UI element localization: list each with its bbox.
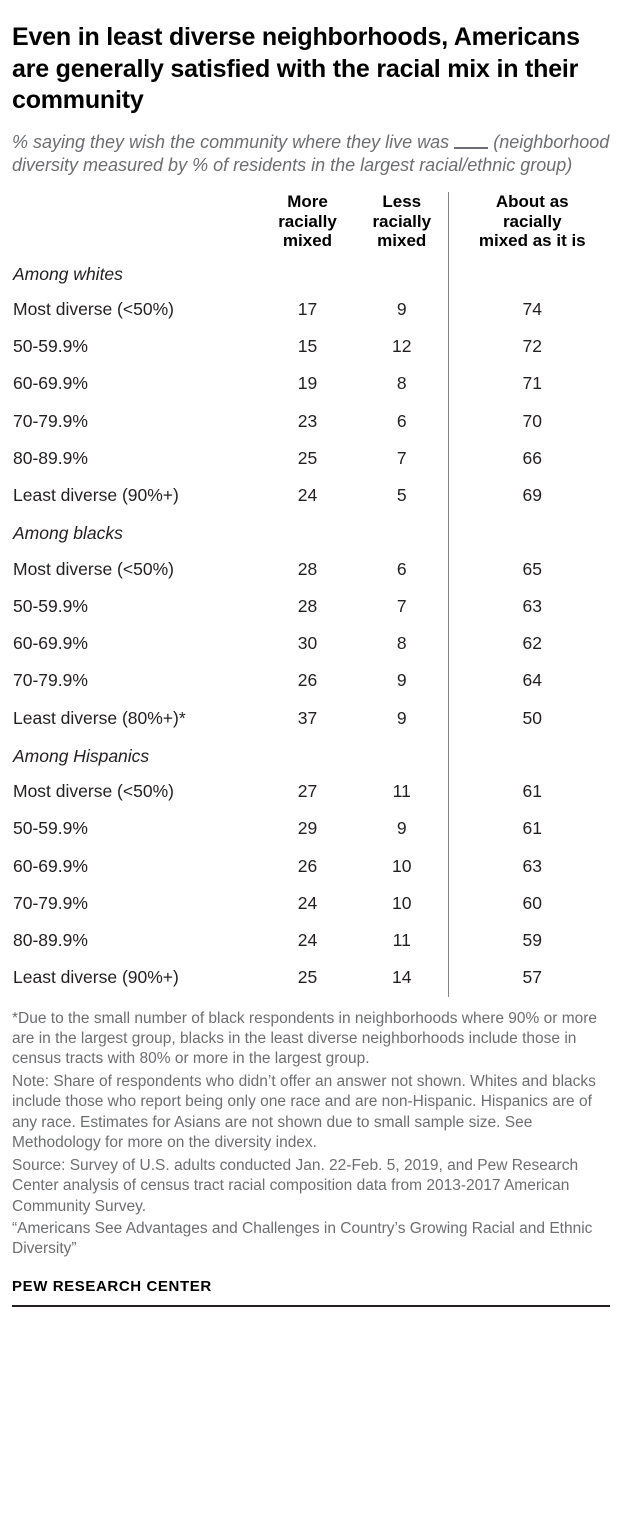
note-general: Note: Share of respondents who didn’t offer an answer not shown. Whites and blacks include those who report being only one race and are non-Hispanic. Hispanics are of any race. Estimates for Asians are not shown due to small sample size. See Methodology for more on the diversity index.: [12, 1072, 596, 1152]
table-row: [12, 662, 610, 699]
cell-less-mixed: 10: [392, 892, 412, 913]
table-row: [12, 625, 610, 662]
cell-about-as-mixed: 66: [448, 440, 610, 477]
cell-more-mixed: 24: [297, 485, 318, 505]
cell-less-mixed: 12: [392, 336, 412, 356]
note-asterisk: *Due to the small number of black respondents in neighborhoods where 90% or more are in the largest group, blacks in the least diverse neighborhoods include those in census tracts with 80% or more in the largest group.: [12, 1009, 598, 1068]
cell-more-mixed: 23: [297, 410, 318, 431]
cell-about-as-mixed: 63: [448, 848, 610, 885]
group-spacer: [356, 737, 448, 773]
group-spacer: [448, 255, 610, 291]
cell-more-mixed: 29: [297, 818, 318, 839]
group-label: Among Hispanics: [13, 745, 150, 766]
cell-about-as-mixed: 63: [448, 588, 610, 625]
row-label: 50-59.9%: [13, 595, 88, 616]
row-label: 60-69.9%: [13, 633, 88, 653]
row-label: 80-89.9%: [13, 447, 88, 468]
cell-less-mixed: 9: [396, 818, 407, 839]
cell-more-mixed: 24: [297, 930, 318, 950]
cell-more-mixed: 24: [297, 892, 318, 913]
row-label: 70-79.9%: [13, 410, 88, 431]
table-row: [12, 291, 610, 328]
table-header: [12, 192, 610, 254]
cell-less-mixed: 7: [396, 447, 407, 468]
table-group-row: [12, 255, 610, 291]
cell-more-mixed: 28: [297, 558, 318, 579]
row-label: 70-79.9%: [13, 892, 88, 913]
cell-about-as-mixed: 74: [448, 291, 610, 328]
cell-less-mixed: 9: [396, 298, 407, 319]
table-row: [12, 588, 610, 625]
group-spacer: [259, 737, 356, 773]
cell-less-mixed: 10: [392, 855, 412, 876]
header-line: Less: [382, 192, 422, 212]
table-group-row: [12, 514, 610, 550]
cell-less-mixed: 8: [396, 633, 407, 653]
table-row: [12, 440, 610, 477]
note-report-title: “Americans See Advantages and Challenges in Country’s Growing Racial and Ethnic Diversity”: [12, 1220, 593, 1258]
note-source: Source: Survey of U.S. adults conducted Jan. 22-Feb. 5, 2019, and Pew Research Center analysis of census tract racial composition data from 2013-2017 American Community Survey.: [12, 1156, 579, 1215]
cell-less-mixed: 5: [396, 485, 407, 505]
cell-about-as-mixed: 59: [448, 922, 610, 959]
cell-about-as-mixed: 72: [448, 328, 610, 365]
column-header-more-mixed: [259, 192, 356, 254]
cell-more-mixed: 26: [297, 855, 318, 876]
footer-divider: [12, 1305, 610, 1307]
table-row: [12, 810, 610, 847]
cell-more-mixed: 26: [297, 670, 318, 691]
page-title: Even in least diverse neighborhoods, Americans are generally satisfied with the racial mix in their community: [12, 23, 580, 114]
header-line: racially: [502, 211, 562, 231]
table-row: [12, 922, 610, 959]
row-label: 60-69.9%: [13, 855, 88, 876]
header-line: mixed as it is: [478, 231, 586, 251]
row-label: 50-59.9%: [13, 336, 88, 356]
data-table: [12, 192, 610, 996]
group-spacer: [259, 255, 356, 291]
cell-about-as-mixed: 62: [448, 625, 610, 662]
cell-more-mixed: 30: [297, 633, 318, 653]
cell-more-mixed: 25: [297, 967, 318, 988]
cell-more-mixed: 17: [297, 298, 318, 319]
subtitle-blank: [454, 133, 488, 149]
cell-about-as-mixed: 60: [448, 885, 610, 922]
row-label: Most diverse (<50%): [13, 558, 174, 579]
table-row: [12, 700, 610, 737]
cell-more-mixed: 19: [297, 373, 318, 394]
cell-less-mixed: 11: [392, 930, 411, 950]
table-group-row: [12, 737, 610, 773]
row-label: 70-79.9%: [13, 670, 88, 691]
cell-less-mixed: 7: [396, 595, 407, 616]
header-line: racially: [278, 211, 337, 231]
cell-more-mixed: 28: [297, 595, 318, 616]
group-label: Among blacks: [13, 523, 123, 544]
row-label: 50-59.9%: [13, 818, 88, 839]
table-body: [12, 255, 610, 997]
notes-block: [12, 1009, 610, 1260]
table-row: [12, 477, 610, 514]
cell-about-as-mixed: 64: [448, 662, 610, 699]
table-row: [12, 773, 610, 810]
column-header-less-mixed: [356, 192, 448, 254]
group-label: Among whites: [13, 263, 123, 284]
row-label: Most diverse (<50%): [13, 298, 174, 319]
footer-brand: PEW RESEARCH CENTER: [12, 1277, 212, 1295]
cell-about-as-mixed: 61: [448, 773, 610, 810]
cell-less-mixed: 11: [392, 781, 411, 801]
group-spacer: [259, 514, 356, 550]
cell-less-mixed: 9: [396, 670, 407, 691]
cell-less-mixed: 6: [396, 558, 407, 579]
group-spacer: [356, 514, 448, 550]
cell-less-mixed: 6: [396, 410, 407, 431]
page-subtitle: [12, 131, 610, 179]
cell-more-mixed: 27: [297, 781, 318, 801]
table-row: [12, 403, 610, 440]
cell-about-as-mixed: 57: [448, 959, 610, 996]
row-label: 80-89.9%: [13, 930, 88, 950]
header-line: mixed: [377, 231, 427, 251]
subtitle-text-after: (neighborhood diversity measured by % of residents in the largest racial/ethnic group): [12, 131, 610, 176]
header-line: mixed: [282, 231, 333, 251]
table-row: [12, 848, 610, 885]
table-row: [12, 959, 610, 996]
cell-more-mixed: 25: [297, 447, 318, 468]
cell-about-as-mixed: 71: [448, 365, 610, 402]
cell-about-as-mixed: 70: [448, 403, 610, 440]
cell-about-as-mixed: 50: [448, 700, 610, 737]
infographic-page: [0, 22, 622, 1537]
cell-less-mixed: 14: [392, 967, 412, 988]
header-line: racially: [372, 211, 432, 231]
row-label: Least diverse (90%+): [13, 967, 179, 988]
row-label: Least diverse (80%+)*: [13, 707, 186, 728]
table-row: [12, 551, 610, 588]
row-label: Least diverse (90%+): [13, 485, 179, 505]
group-spacer: [448, 514, 610, 550]
column-header-blank: [12, 192, 259, 254]
header-line: More: [287, 192, 328, 212]
cell-more-mixed: 15: [297, 336, 318, 356]
table-row: [12, 885, 610, 922]
row-label: Most diverse (<50%): [13, 781, 174, 801]
cell-less-mixed: 8: [396, 373, 407, 394]
cell-more-mixed: 37: [297, 707, 318, 728]
subtitle-text-before: % saying they wish the community where they live was: [12, 131, 450, 152]
cell-about-as-mixed: 69: [448, 477, 610, 514]
group-spacer: [356, 255, 448, 291]
cell-less-mixed: 9: [396, 707, 407, 728]
row-label: 60-69.9%: [13, 373, 88, 394]
cell-about-as-mixed: 65: [448, 551, 610, 588]
column-header-about-as-mixed: [448, 192, 610, 254]
table-row: [12, 328, 610, 365]
header-line: About as: [495, 192, 569, 212]
table-row: [12, 365, 610, 402]
group-spacer: [448, 737, 610, 773]
cell-about-as-mixed: 61: [448, 810, 610, 847]
